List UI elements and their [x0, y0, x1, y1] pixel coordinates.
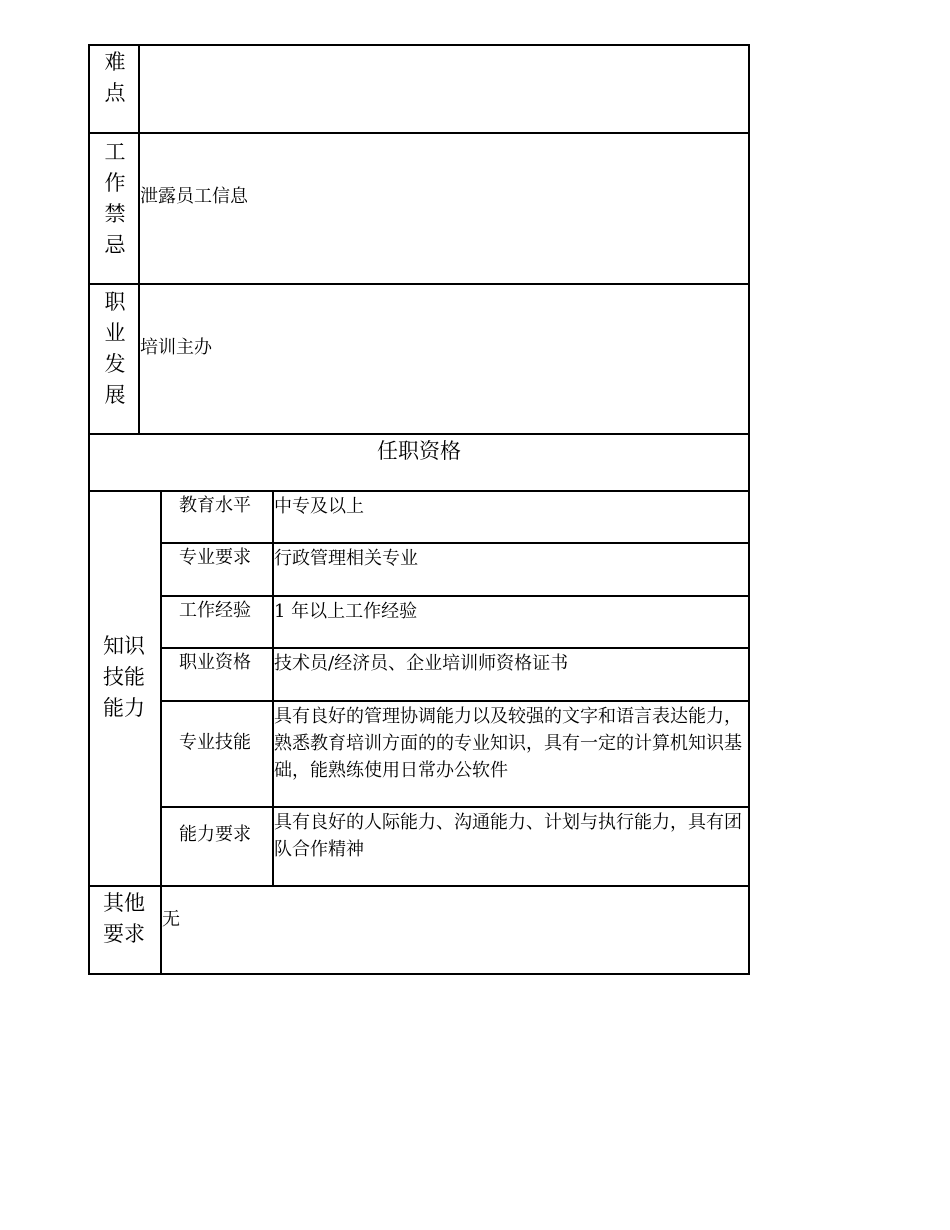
- table-border-right: [748, 44, 750, 975]
- qualifications-title: 任职资格: [377, 439, 461, 463]
- row-divider: [160, 806, 750, 808]
- row-divider: [160, 595, 750, 597]
- row-divider: [160, 647, 750, 649]
- other-content: 无: [162, 909, 180, 930]
- certification-value: 技术员/经济员、企业培训师资格证书: [274, 653, 569, 674]
- skills-label: 专业技能: [179, 732, 251, 753]
- table-border-top: [88, 44, 750, 46]
- experience-label: 工作经验: [179, 600, 251, 621]
- certification-label: 职业资格: [179, 652, 251, 673]
- row-divider: [88, 132, 750, 134]
- major-label: 专业要求: [179, 547, 251, 568]
- education-value: 中专及以上: [274, 496, 364, 517]
- row-divider: [160, 700, 750, 702]
- skills-value: 具有良好的管理协调能力以及较强的文字和语言表达能力，熟悉教育培训方面的的专业知识，具有一定的计算机知识基础，能熟练使用日常办公软件: [274, 706, 742, 781]
- experience-value: 1 年以上工作经验: [274, 601, 418, 622]
- row-divider: [88, 490, 750, 492]
- qualifications-group-label: 知识技能能力: [103, 634, 145, 720]
- taboo-content: 泄露员工信息: [140, 186, 248, 207]
- other-label: 其他要求: [103, 891, 145, 946]
- education-label: 教育水平: [179, 495, 251, 516]
- table-border-bottom: [88, 973, 750, 975]
- col-divider: [138, 44, 140, 434]
- difficulty-label: 难点: [104, 50, 126, 105]
- taboo-label: 工作禁忌: [104, 140, 126, 257]
- table-border-left: [88, 44, 90, 975]
- ability-value: 具有良好的人际能力、沟通能力、计划与执行能力，具有团队合作精神: [274, 812, 742, 860]
- career-label: 职业发展: [104, 290, 126, 407]
- row-divider: [88, 283, 750, 285]
- row-divider: [160, 542, 750, 544]
- row-divider: [88, 433, 750, 435]
- major-value: 行政管理相关专业: [274, 548, 418, 569]
- row-divider: [88, 885, 750, 887]
- ability-label: 能力要求: [179, 824, 251, 845]
- career-content: 培训主办: [140, 337, 212, 358]
